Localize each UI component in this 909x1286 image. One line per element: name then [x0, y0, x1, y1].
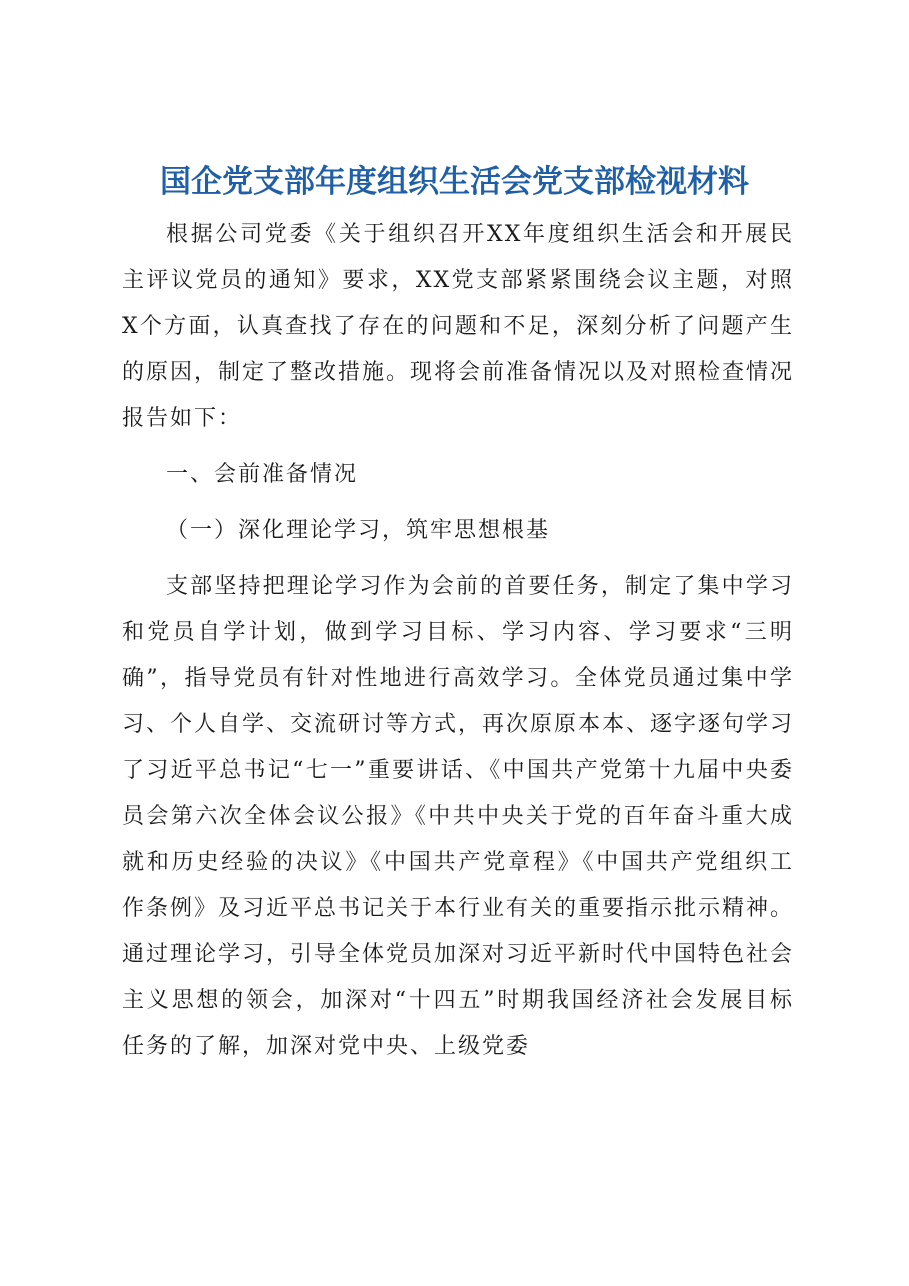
intro-paragraph: 根据公司党委《关于组织召开XX年度组织生活会和开展民主评议党员的通知》要求，XX党支部紧紧围绕会议主题，对照X个方面，认真查找了存在的问题和不足，深刻分析了问题产生的原因，制定了整改措施。现将会前准备情况以及对照检查情况报告如下：: [122, 222, 795, 431]
document-title: 国企党支部年度组织生活会党支部检视材料: [160, 164, 749, 200]
document-body: [122, 212, 794, 1070]
subsection-heading: （一）深化理论学习，筑牢思想根基: [166, 518, 551, 543]
subsection-paragraph: 支部坚持把理论学习作为会前的首要任务，制定了集中学习和党员自学计划，做到学习目标、学习内容、学习要求“三明确”，指导党员有针对性地进行高效学习。全体党员通过集中学习、个人自学、交流研讨等方式，再次原原本本、逐字逐句学习了习近平总书记“七一”重要讲话、《中国共产党第十九届中央委员会第六次全体会议公报》《中共中央关于党的百年奋斗重大成就和历史经验的决议》《中国共产党章程》《中国共产党组织工作条例》及习近平总书记关于本行业有关的重要指示批示精神。通过理论学习，引导全体党员加深对习近平新时代中国特色社会主义思想的领会，加深对“十四五”时期我国经济社会发展目标任务的了解，加深对党中央、上级党委: [122, 574, 795, 1059]
section-heading: 一、会前准备情况: [166, 462, 359, 487]
